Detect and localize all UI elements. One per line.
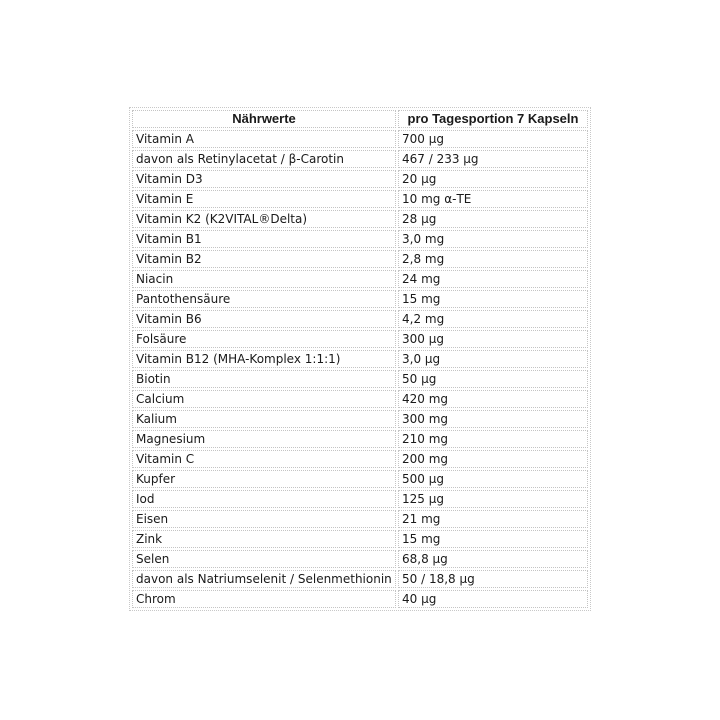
nutrient-amount-cell: 68,8 µg <box>398 550 588 568</box>
table-row <box>132 130 588 148</box>
nutrient-name-cell: Vitamin B1 <box>132 230 396 248</box>
nutrient-amount-cell: 300 µg <box>398 330 588 348</box>
nutrient-amount-cell: 200 mg <box>398 450 588 468</box>
nutrient-name-cell: Folsäure <box>132 330 396 348</box>
nutrient-name-cell: Calcium <box>132 390 396 408</box>
nutrient-amount-cell: 125 µg <box>398 490 588 508</box>
nutrient-name-cell: Magnesium <box>132 430 396 448</box>
nutrient-name-cell: Vitamin A <box>132 130 396 148</box>
nutrient-name-cell: Vitamin C <box>132 450 396 468</box>
nutrient-name-cell: Iod <box>132 490 396 508</box>
nutrient-amount-cell: 467 / 233 µg <box>398 150 588 168</box>
table-row <box>132 310 588 328</box>
table-row <box>132 290 588 308</box>
table-row <box>132 250 588 268</box>
nutrient-name-cell: Vitamin E <box>132 190 396 208</box>
nutrient-amount-cell: 21 mg <box>398 510 588 528</box>
table-row <box>132 450 588 468</box>
nutrient-amount-cell: 3,0 mg <box>398 230 588 248</box>
nutrient-amount-cell: 28 µg <box>398 210 588 228</box>
nutrient-name-cell: davon als Retinylacetat / β-Carotin <box>132 150 396 168</box>
table-row <box>132 550 588 568</box>
nutrient-name-cell: Vitamin B2 <box>132 250 396 268</box>
nutrient-amount-cell: 420 mg <box>398 390 588 408</box>
amount-column-header: pro Tagesportion 7 Kapseln <box>398 110 588 128</box>
nutrient-name-cell: Vitamin K2 (K2VITAL®Delta) <box>132 210 396 228</box>
nutrient-column-header: Nährwerte <box>132 110 396 128</box>
nutrient-amount-cell: 210 mg <box>398 430 588 448</box>
nutrient-name-cell: Niacin <box>132 270 396 288</box>
table-body <box>132 130 588 608</box>
nutrient-amount-cell: 50 µg <box>398 370 588 388</box>
nutrient-amount-cell: 50 / 18,8 µg <box>398 570 588 588</box>
table-row <box>132 410 588 428</box>
nutrient-name-cell: Chrom <box>132 590 396 608</box>
table-row <box>132 390 588 408</box>
nutrient-amount-cell: 10 mg α-TE <box>398 190 588 208</box>
table-row <box>132 270 588 288</box>
table-row <box>132 570 588 588</box>
table-row <box>132 230 588 248</box>
table-header <box>132 110 588 128</box>
nutrient-name-cell: Biotin <box>132 370 396 388</box>
nutrient-amount-cell: 300 mg <box>398 410 588 428</box>
nutrient-name-cell: davon als Natriumselenit / Selenmethionin <box>132 570 396 588</box>
nutrient-amount-cell: 20 µg <box>398 170 588 188</box>
table-row <box>132 490 588 508</box>
nutrient-name-cell: Vitamin D3 <box>132 170 396 188</box>
nutrient-name-cell: Vitamin B6 <box>132 310 396 328</box>
table-row <box>132 510 588 528</box>
table-row <box>132 170 588 188</box>
nutrient-name-cell: Zink <box>132 530 396 548</box>
nutrient-amount-cell: 40 µg <box>398 590 588 608</box>
table-row <box>132 370 588 388</box>
table-row <box>132 350 588 368</box>
table-row <box>132 190 588 208</box>
nutrient-amount-cell: 2,8 mg <box>398 250 588 268</box>
nutrient-amount-cell: 15 mg <box>398 290 588 308</box>
nutrient-amount-cell: 500 µg <box>398 470 588 488</box>
nutrient-amount-cell: 700 µg <box>398 130 588 148</box>
table-row <box>132 210 588 228</box>
nutrient-name-cell: Pantothensäure <box>132 290 396 308</box>
nutrient-name-cell: Kalium <box>132 410 396 428</box>
nutrient-name-cell: Selen <box>132 550 396 568</box>
table-row <box>132 590 588 608</box>
table-row <box>132 470 588 488</box>
table-row <box>132 330 588 348</box>
header-row <box>132 110 588 128</box>
table-row <box>132 430 588 448</box>
table-row <box>132 530 588 548</box>
nutrient-amount-cell: 24 mg <box>398 270 588 288</box>
nutrient-amount-cell: 15 mg <box>398 530 588 548</box>
nutrient-amount-cell: 4,2 mg <box>398 310 588 328</box>
table-row <box>132 150 588 168</box>
nutrition-table <box>129 107 591 611</box>
nutrient-name-cell: Vitamin B12 (MHA-Komplex 1:1:1) <box>132 350 396 368</box>
nutrient-amount-cell: 3,0 µg <box>398 350 588 368</box>
nutrient-name-cell: Eisen <box>132 510 396 528</box>
nutrient-name-cell: Kupfer <box>132 470 396 488</box>
